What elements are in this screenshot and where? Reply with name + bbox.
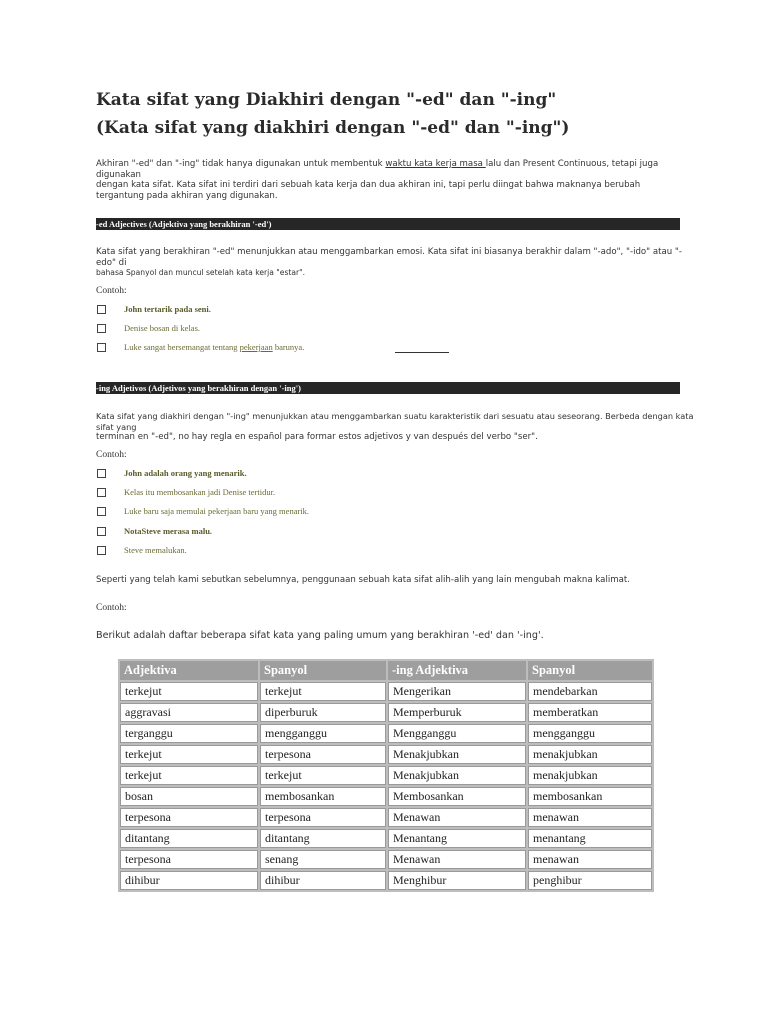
list-item <box>97 466 247 480</box>
column-header: -ing Adjektiva <box>388 661 526 680</box>
table-row <box>120 871 652 890</box>
table-cell: Menghibur <box>388 871 526 890</box>
example-text: Kelas itu membosankan jadi Denise tertidur. <box>124 487 276 497</box>
table-cell: terganggu <box>120 724 258 743</box>
table-cell: terkejut <box>120 745 258 764</box>
checkbox-icon <box>97 507 106 516</box>
table-cell: ditantang <box>120 829 258 848</box>
table-cell: terkejut <box>260 682 386 701</box>
table-cell: diperburuk <box>260 703 386 722</box>
ed-desc-line-1: Kata sifat yang berakhiran "-ed" menunjukkan atau menggambarkan emosi. Kata sifat ini biasanya berakhir dalam "-ado", "-ido" atau "-edo" di <box>96 247 682 268</box>
table-cell: senang <box>260 850 386 869</box>
contoh-label: Contoh: <box>96 286 127 296</box>
ed-description <box>96 247 696 279</box>
intro-text: lalu dan Present Continuous, tetapi juga digunakan <box>96 159 659 180</box>
table-cell: terkejut <box>120 682 258 701</box>
example-text-part: Luke sangat bersemangat tentang <box>124 342 240 352</box>
table-cell: memberatkan <box>528 703 652 722</box>
checkbox-icon <box>97 324 106 333</box>
list-item <box>97 504 309 518</box>
table-cell: membosankan <box>260 787 386 806</box>
table-cell: terpesona <box>120 808 258 827</box>
contoh-label: Contoh: <box>96 450 127 460</box>
page-title: Kata sifat yang Diakhiri dengan "-ed" dan "-ing" <box>96 90 557 110</box>
example-text: Steve memalukan. <box>124 545 187 555</box>
example-text: Denise bosan di kelas. <box>124 323 201 333</box>
checkbox-icon <box>97 488 106 497</box>
example-text: John tertarik pada seni. <box>124 304 211 314</box>
checkbox-icon <box>97 527 106 536</box>
example-text <box>124 342 304 352</box>
table-cell: terkejut <box>120 766 258 785</box>
intro-line-3: tergantung pada akhiran yang digunakan. <box>96 190 278 201</box>
table-cell: dihibur <box>120 871 258 890</box>
table-row <box>120 808 652 827</box>
section-header-ed: -ed Adjectives (Adjektiva yang berakhiran '-ed') <box>96 218 680 230</box>
table-cell: Membosankan <box>388 787 526 806</box>
table-cell: dihibur <box>260 871 386 890</box>
contoh-label: Contoh: <box>96 603 127 613</box>
table-cell: Mengerikan <box>388 682 526 701</box>
table-cell: mendebarkan <box>528 682 652 701</box>
ing-desc-line-1: Kata sifat yang diakhiri dengan "-ing" menunjukkan atau menggambarkan suatu karakteristik dari sesuatu atau seseorang. Berbeda dengan kata sifat yang <box>96 411 694 432</box>
list-item <box>97 543 187 557</box>
table-cell: Memperburuk <box>388 703 526 722</box>
table-cell: menakjubkan <box>528 745 652 764</box>
example-text: John adalah orang yang menarik. <box>124 468 247 478</box>
table-cell: Mengganggu <box>388 724 526 743</box>
intro-text: Akhiran "-ed" dan "-ing" tidak hanya digunakan untuk membentuk <box>96 159 386 169</box>
divider-line <box>395 352 449 353</box>
table-row <box>120 850 652 869</box>
ing-desc-line-2: terminan en "-ed", no hay regla en español para formar estos adjetivos y van después del verbo "ser". <box>96 432 538 442</box>
example-text: NotaSteve merasa malu. <box>124 526 213 536</box>
table-cell: Menawan <box>388 808 526 827</box>
table-cell: Menawan <box>388 850 526 869</box>
checkbox-icon <box>97 343 106 352</box>
table-cell: mengganggu <box>528 724 652 743</box>
page-subtitle: (Kata sifat yang diakhiri dengan "-ed" dan "-ing") <box>96 118 570 138</box>
table-row <box>120 787 652 806</box>
list-item <box>97 340 304 354</box>
table-cell: aggravasi <box>120 703 258 722</box>
table-row <box>120 829 652 848</box>
table-cell: Menakjubkan <box>388 745 526 764</box>
column-header: Spanyol <box>260 661 386 680</box>
table-cell: terkejut <box>260 766 386 785</box>
table-cell: menakjubkan <box>528 766 652 785</box>
adjective-table <box>118 659 654 892</box>
verb-tense-link[interactable]: waktu kata kerja masa <box>385 159 486 169</box>
pekerjaan-link[interactable]: pekerjaan <box>239 342 273 352</box>
table-cell: terpesona <box>260 745 386 764</box>
table-row <box>120 703 652 722</box>
ed-desc-line-2: bahasa Spanyol dan muncul setelah kata kerja "estar". <box>96 268 306 277</box>
table-header-row <box>120 661 652 680</box>
table-cell: terpesona <box>260 808 386 827</box>
note-paragraph: Seperti yang telah kami sebutkan sebelumnya, penggunaan sebuah kata sifat alih-alih yang lain mengubah makna kalimat. <box>96 575 630 585</box>
checkbox-icon <box>97 469 106 478</box>
intro-paragraph <box>96 159 696 201</box>
checkbox-icon <box>97 546 106 555</box>
table-cell: ditantang <box>260 829 386 848</box>
intro-line-1 <box>96 159 696 180</box>
list-item <box>97 321 200 335</box>
column-header: Adjektiva <box>120 661 258 680</box>
table-cell: menawan <box>528 850 652 869</box>
checkbox-icon <box>97 305 106 314</box>
list-item <box>97 485 275 499</box>
list-item <box>97 524 212 538</box>
column-header: Spanyol <box>528 661 652 680</box>
table-cell: Menantang <box>388 829 526 848</box>
example-text: Luke baru saja memulai pekerjaan baru yang menarik. <box>124 506 310 516</box>
table-row <box>120 766 652 785</box>
table-cell: terpesona <box>120 850 258 869</box>
table-cell: bosan <box>120 787 258 806</box>
table-cell: penghibur <box>528 871 652 890</box>
example-text-part: barunya. <box>272 342 305 352</box>
intro-line-2: dengan kata sifat. Kata sifat ini terdiri dari sebuah kata kerja dan dua akhiran ini, tapi perlu diingat bahwa maknanya berubah <box>96 180 641 190</box>
table-cell: mengganggu <box>260 724 386 743</box>
table-cell: membosankan <box>528 787 652 806</box>
table-cell: Menakjubkan <box>388 766 526 785</box>
table-cell: menantang <box>528 829 652 848</box>
list-intro: Berikut adalah daftar beberapa sifat kata yang paling umum yang berakhiran '-ed' dan '-ing'. <box>96 630 544 641</box>
section-header-ing: -ing Adjetivos (Adjetivos yang berakhiran dengan '-ing') <box>96 382 680 394</box>
table-row <box>120 745 652 764</box>
table-row <box>120 724 652 743</box>
table-cell: menawan <box>528 808 652 827</box>
ing-description <box>96 411 706 443</box>
table-row <box>120 682 652 701</box>
list-item <box>97 302 211 316</box>
